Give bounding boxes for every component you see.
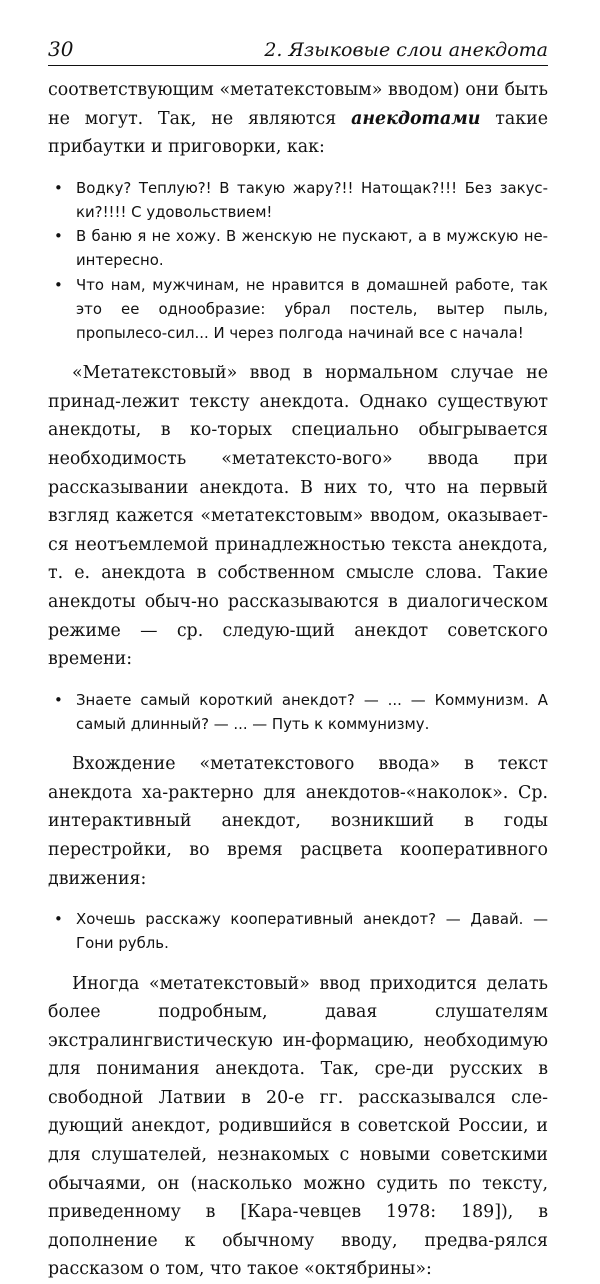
bullet-icon: • <box>54 227 63 246</box>
example-item <box>48 224 548 272</box>
paragraph-3: Вхождение «метатекстового ввода» в текст анекдота ха-рактерно для анекдотов-«наколок». Ср. интерактивный анекдот, возникший в годы перестройки, во время расцвета кооперативного движения: <box>48 754 548 889</box>
example-text: Хочешь расскажу кооперативный анекдот? — Давай. — Гони рубль. <box>76 910 548 953</box>
bullet-icon: • <box>54 910 63 929</box>
page-body <box>48 76 548 1284</box>
running-header <box>48 0 548 66</box>
page-number: 30 <box>48 37 74 61</box>
example-list-3 <box>48 907 548 955</box>
intro-text-before: соответствующим «метатекстовым» вводом) они быть не могут. Так, не являются <box>48 80 548 129</box>
example-list-2 <box>48 688 548 736</box>
example-list-1 <box>48 176 548 345</box>
example-text: Водку? Теплую?! В такую жару?!! Натощак?!!! Без закус-ки?!!!! С удовольствием! <box>76 178 548 221</box>
example-text: Что нам, мужчинам, не нравится в домашней работе, так это ее однообразие: убрал постель, вытер пыль, пропылесо-сил... И через полгода начинай все с начала! <box>76 275 548 342</box>
example-text: В баню я не хожу. В женскую не пускают, а в мужскую не-интересно. <box>76 227 548 270</box>
example-item <box>48 907 548 955</box>
paragraph-2: «Метатекстовый» ввод в нормальном случае не принад-лежит тексту анекдота. Однако существуют анекдоты, в ко-торых специально обыгрывается необходимость «метатексто-вого» ввода при рассказывании анекдота. В них то, что на первый взгляд кажется «метатекстовым» вводом, оказывает-ся неотъемлемой принадлежностью текста анекдота, т. е. анекдота в собственном смысле слова. Такие анекдоты обыч-но рассказываются в диалогическом режиме — ср. следую-щий анекдот советского времени: <box>48 363 548 670</box>
paragraph-4: Иногда «метатекстовый» ввод приходится делать более подробным, давая слушателям экстралингвистическую ин-формацию, необходимую для понимания анекдота. Так, сре-ди русских в свободной Латвии в 20-е гг. рассказывался сле-дующий анекдот, родившийся в советской России, и для слушателей, незнакомых с новыми советскими обычаями, он (насколько можно судить по тексту, приведенному в [Кара-чевцев 1978: 189]), в дополнение к обычному вводу, предва-рялся рассказом о том, что такое «октябрины»: <box>48 973 548 1280</box>
example-item <box>48 176 548 224</box>
chapter-title: 2. Языковые слои анекдота <box>264 39 548 61</box>
intro-emphasis: анекдотами <box>351 108 481 129</box>
bullet-icon: • <box>54 178 63 197</box>
example-item <box>48 273 548 346</box>
example-item <box>48 688 548 736</box>
intro-paragraph <box>48 76 548 162</box>
intro-text-after: такие прибаутки и приговорки, как: <box>48 108 548 158</box>
bullet-icon: • <box>54 690 63 709</box>
bullet-icon: • <box>54 275 63 294</box>
example-text: Знаете самый короткий анекдот? — ... — Коммунизм. А самый длинный? — ... — Путь к коммунизму. <box>76 690 548 733</box>
